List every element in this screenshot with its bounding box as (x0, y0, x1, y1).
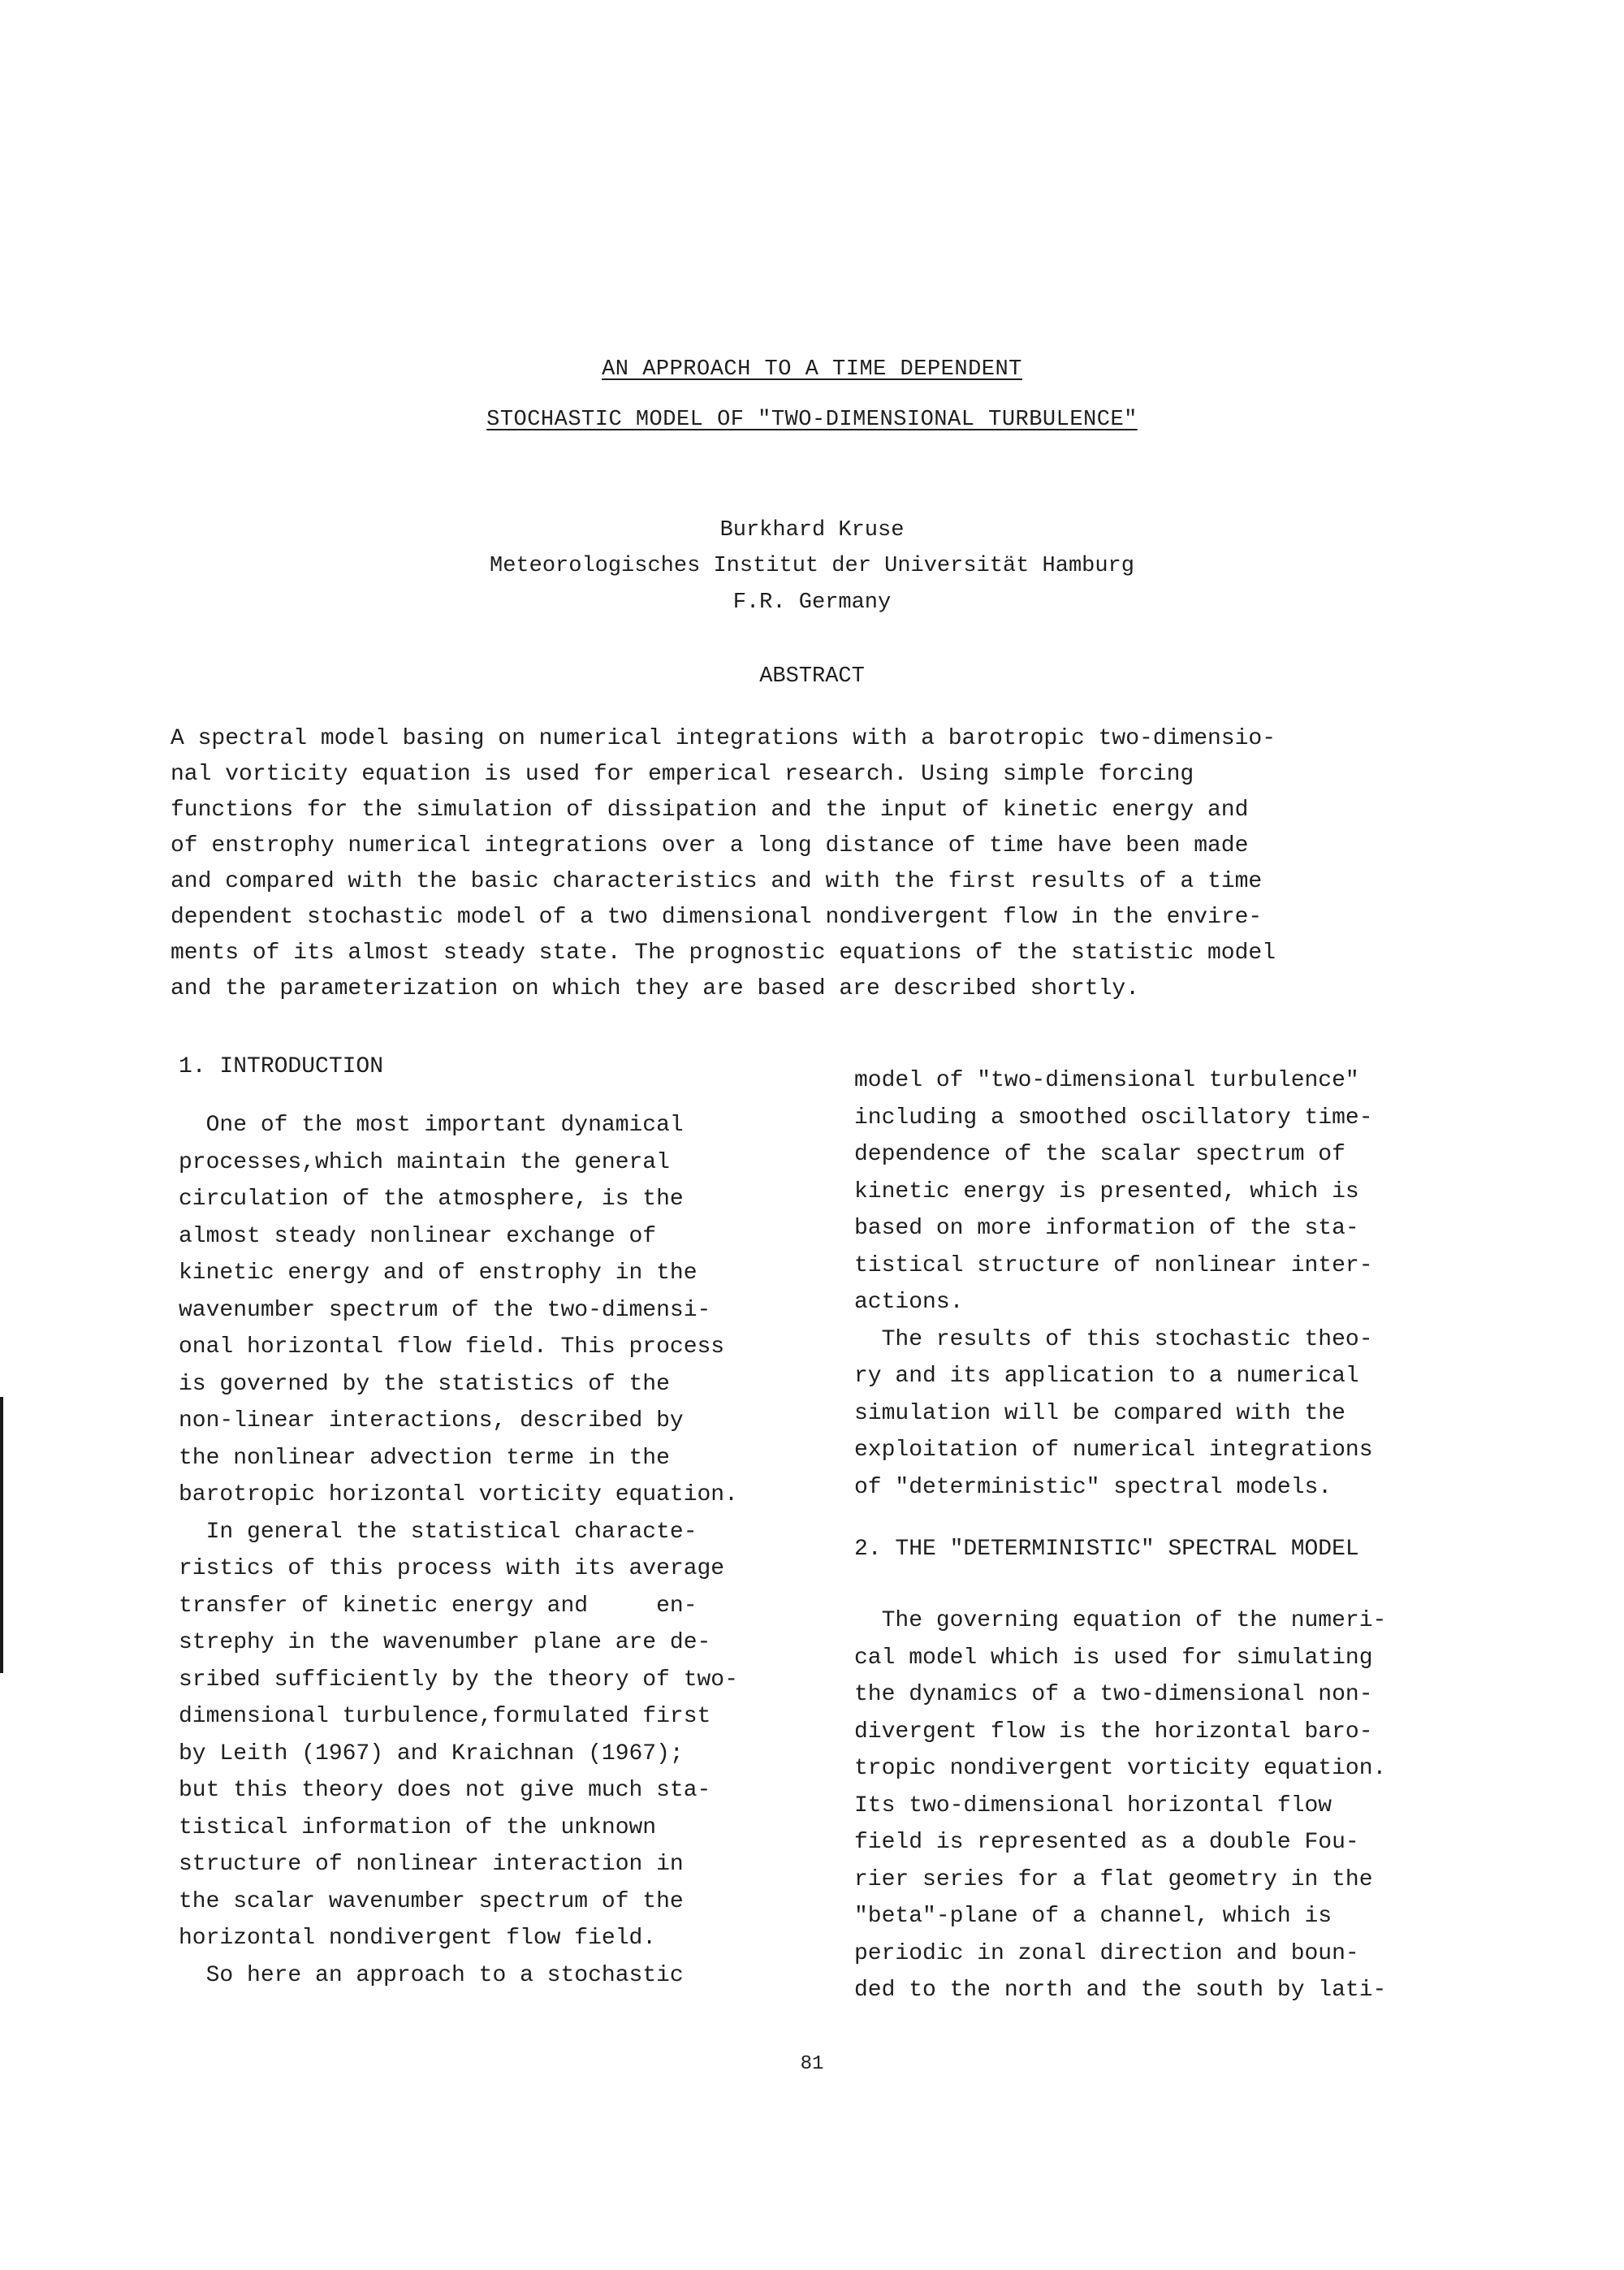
text-line: wavenumber spectrum of the two-dimensi- (179, 1297, 711, 1323)
text-line: tropic nondivergent vorticity equation. (854, 1756, 1387, 1781)
text-line: including a smoothed oscillatory time- (854, 1105, 1373, 1131)
text-line: the nonlinear advection terme in the (179, 1445, 670, 1471)
abstract-line: and the parameterization on which they are based are described shortly. (171, 976, 1139, 1001)
text-line: In general the statistical characte- (179, 1519, 698, 1545)
abstract-line: of enstrophy numerical integrations over a long distance of time have been made (171, 833, 1249, 858)
text-line: ry and its application to a numerical (854, 1364, 1359, 1389)
text-line: transfer of kinetic energy and en- (179, 1593, 698, 1619)
text-line: is governed by the statistics of the (179, 1371, 670, 1397)
text-line: simulation will be compared with the (854, 1400, 1345, 1426)
text-line: processes,which maintain the general (179, 1149, 670, 1175)
abstract-body (171, 721, 1437, 1007)
author-name: Burkhard Kruse (719, 518, 905, 543)
text-line: rier series for a flat geometry in the (854, 1866, 1373, 1892)
left-column (179, 1054, 828, 1994)
text-line: onal horizontal flow field. This process (179, 1334, 725, 1360)
text-line: periodic in zonal direction and boun- (854, 1940, 1359, 1966)
text-line: barotropic horizontal vorticity equation. (179, 1482, 738, 1507)
text-line: model of "two-dimensional turbulence" (854, 1068, 1359, 1093)
text-line: kinetic energy and of enstrophy in the (179, 1260, 698, 1286)
right-column (854, 1062, 1504, 2009)
abstract-line: ments of its almost steady state. The prognostic equations of the statistic model (171, 940, 1276, 966)
text-line: cal model which is used for simulating (854, 1645, 1373, 1671)
text-line: of "deterministic" spectral models. (854, 1474, 1332, 1500)
text-line: tistical information of the unknown (179, 1814, 657, 1840)
page-number: 81 (800, 2053, 824, 2075)
text-line: actions. (854, 1290, 964, 1315)
text-line: strephy in the wavenumber plane are de- (179, 1630, 711, 1655)
text-line: structure of nonlinear interaction in (179, 1852, 684, 1877)
page-edge-line (0, 1397, 3, 1673)
text-line: The results of this stochastic theo- (854, 1326, 1373, 1352)
text-line: The governing equation of the numeri- (854, 1608, 1387, 1633)
paper-title-line-1: AN APPROACH TO A TIME DEPENDENT (602, 357, 1022, 382)
text-line: ded to the north and the south by lati- (854, 1978, 1387, 2003)
abstract-heading: ABSTRACT (759, 664, 865, 689)
section-heading-introduction: 1. INTRODUCTION (179, 1054, 384, 1079)
abstract-line: functions for the simulation of dissipation and the input of kinetic energy and (171, 798, 1249, 823)
abstract-line: nal vorticity equation is used for emperical research. Using simple forcing (171, 762, 1194, 787)
text-line: the dynamics of a two-dimensional non- (854, 1682, 1373, 1707)
text-line: horizontal nondivergent flow field. (179, 1926, 657, 1951)
text-line: almost steady nonlinear exchange of (179, 1223, 657, 1249)
text-line: based on more information of the sta- (854, 1216, 1359, 1241)
author-institution: Meteorologisches Institut der Universität Hamburg (490, 554, 1134, 578)
paper-title-line-2: STOCHASTIC MODEL OF "TWO-DIMENSIONAL TURBULENCE" (486, 408, 1138, 432)
text-line: kinetic energy is presented, which is (854, 1178, 1359, 1204)
text-line: exploitation of numerical integrations (854, 1438, 1373, 1463)
section-heading-spectral-model: 2. THE "DETERMINISTIC" SPECTRAL MODEL (854, 1537, 1359, 1562)
text-line: non-linear interactions, described by (179, 1408, 684, 1433)
text-line: So here an approach to a stochastic (179, 1962, 684, 1988)
text-line: dependence of the scalar spectrum of (854, 1142, 1345, 1167)
text-line: by Leith (1967) and Kraichnan (1967); (179, 1740, 684, 1766)
text-line: "beta"-plane of a channel, which is (854, 1904, 1332, 1929)
author-country: F.R. Germany (732, 590, 892, 615)
text-line: dimensional turbulence,formulated first (179, 1704, 711, 1729)
text-line: divergent flow is the horizontal baro- (854, 1719, 1373, 1745)
text-line: tistical structure of nonlinear inter- (854, 1252, 1373, 1278)
abstract-line: and compared with the basic characteristics and with the first results of a time (171, 869, 1263, 894)
abstract-line: A spectral model basing on numerical integrations with a barotropic two-dimensio- (171, 726, 1276, 751)
text-line: Its two-dimensional horizontal flow (854, 1792, 1332, 1818)
text-line: sribed sufficiently by the theory of two- (179, 1667, 738, 1693)
text-line: but this theory does not give much sta- (179, 1778, 711, 1803)
text-line: circulation of the atmosphere, is the (179, 1187, 684, 1212)
abstract-line: dependent stochastic model of a two dimensional nondivergent flow in the envire- (171, 905, 1263, 930)
text-line: One of the most important dynamical (179, 1113, 684, 1138)
text-line: field is represented as a double Fou- (854, 1830, 1359, 1855)
text-line: ristics of this process with its average (179, 1556, 725, 1581)
text-line: the scalar wavenumber spectrum of the (179, 1888, 684, 1914)
